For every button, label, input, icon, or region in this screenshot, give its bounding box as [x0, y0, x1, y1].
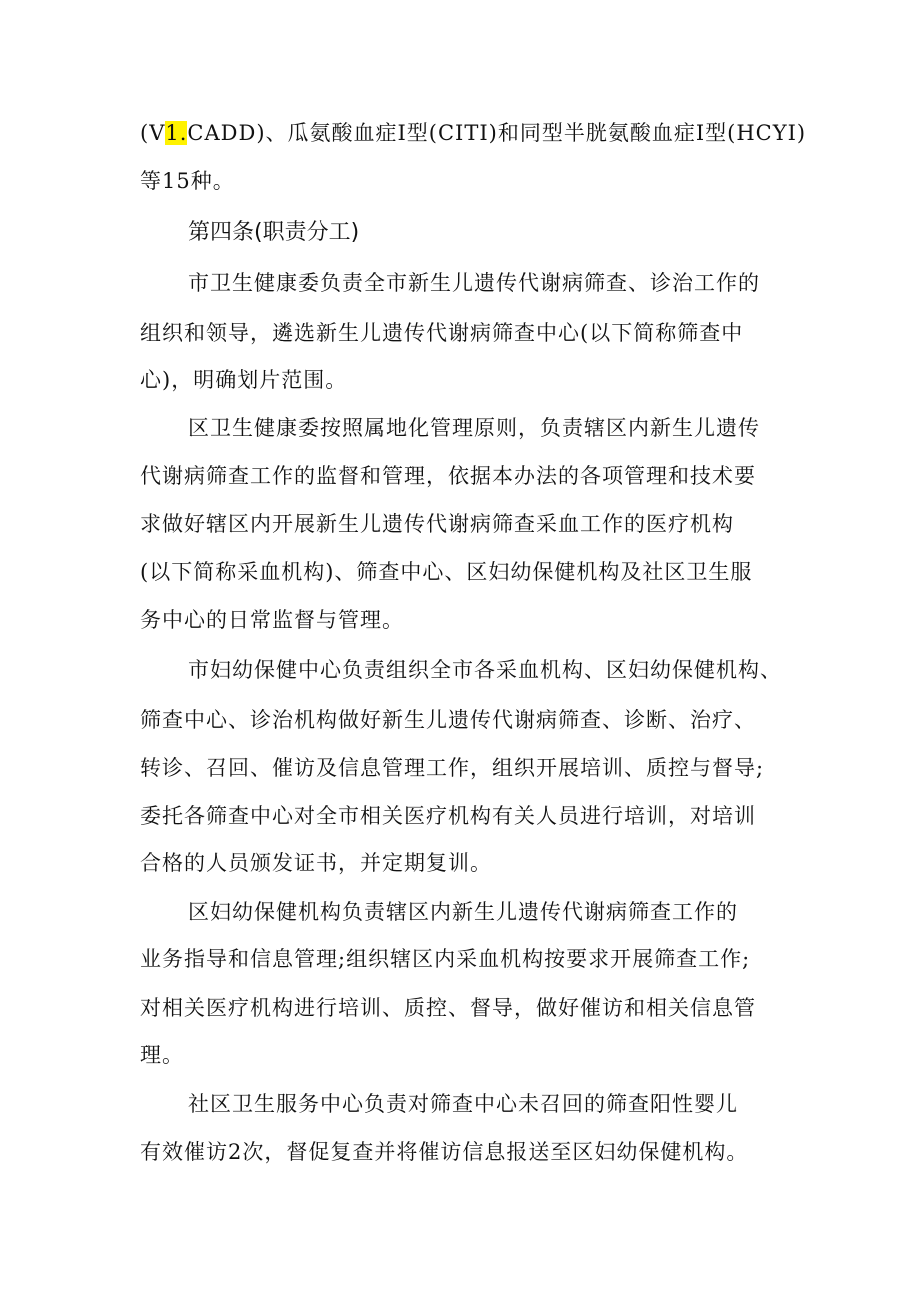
section-heading: 第四条(职责分工): [188, 220, 360, 245]
paragraph-4-line-2: 业务指导和信息管理;组织辖区内采血机构按要求开展筛查工作;: [140, 947, 751, 971]
paragraph-2-line-4: (以下简称采血机构)、筛查中心、区妇幼保健机构及社区卫生服: [140, 560, 753, 584]
paragraph-3-line-5: 合格的人员颁发证书，并定期复训。: [140, 851, 492, 875]
highlighted-text: 1.: [165, 121, 188, 145]
paragraph-1-line-2: 组织和领导，遴选新生儿遗传代谢病筛查中心(以下简称筛查中: [140, 321, 744, 345]
paragraph-3-line-1: 市妇幼保健中心负责组织全市各采血机构、区妇幼保健机构、: [188, 658, 782, 682]
text-line-1: [140, 118, 806, 148]
paragraph-3-line-2: 筛查中心、诊治机构做好新生儿遗传代谢病筛查、诊断、治疗、: [140, 708, 756, 732]
text-line-2: 等15种。: [140, 169, 235, 193]
paragraph-2-line-1: 区卫生健康委按照属地化管理原则，负责辖区内新生儿遗传: [188, 416, 760, 440]
paragraph-5-line-1: 社区卫生服务中心负责对筛查中心未召回的筛查阳性婴儿: [188, 1092, 738, 1116]
paragraph-1-line-1: 市卫生健康委负责全市新生儿遗传代谢病筛查、诊治工作的: [188, 271, 760, 295]
paragraph-2-line-5: 务中心的日常监督与管理。: [140, 608, 404, 632]
paragraph-5-line-2: 有效催访2次，督促复查并将催访信息报送至区妇幼保健机构。: [140, 1140, 749, 1164]
paragraph-4-line-1: 区妇幼保健机构负责辖区内新生儿遗传代谢病筛查工作的: [188, 900, 738, 924]
paragraph-2-line-3: 求做好辖区内开展新生儿遗传代谢病筛查采血工作的医疗机构: [140, 512, 734, 536]
paragraph-1-line-3: 心)，明确划片范围。: [140, 368, 348, 392]
text-line-1-end: CADD)、瓜氨酸血症Ⅰ型(CITⅠ)和同型半胱氨酸血症Ⅰ型(HCYⅠ): [187, 121, 807, 145]
paragraph-4-line-3: 对相关医疗机构进行培训、质控、督导，做好催访和相关信息管: [140, 996, 756, 1020]
paragraph-3-line-4: 委托各筛查中心对全市相关医疗机构有关人员进行培训，对培训: [140, 804, 756, 828]
text-line-1-start: (V: [140, 121, 166, 145]
paragraph-2-line-2: 代谢病筛查工作的监督和管理，依据本办法的各项管理和技术要: [140, 464, 756, 488]
paragraph-4-line-4: 理。: [140, 1043, 184, 1067]
paragraph-3-line-3: 转诊、召回、催访及信息管理工作，组织开展培训、质控与督导;: [140, 756, 765, 780]
